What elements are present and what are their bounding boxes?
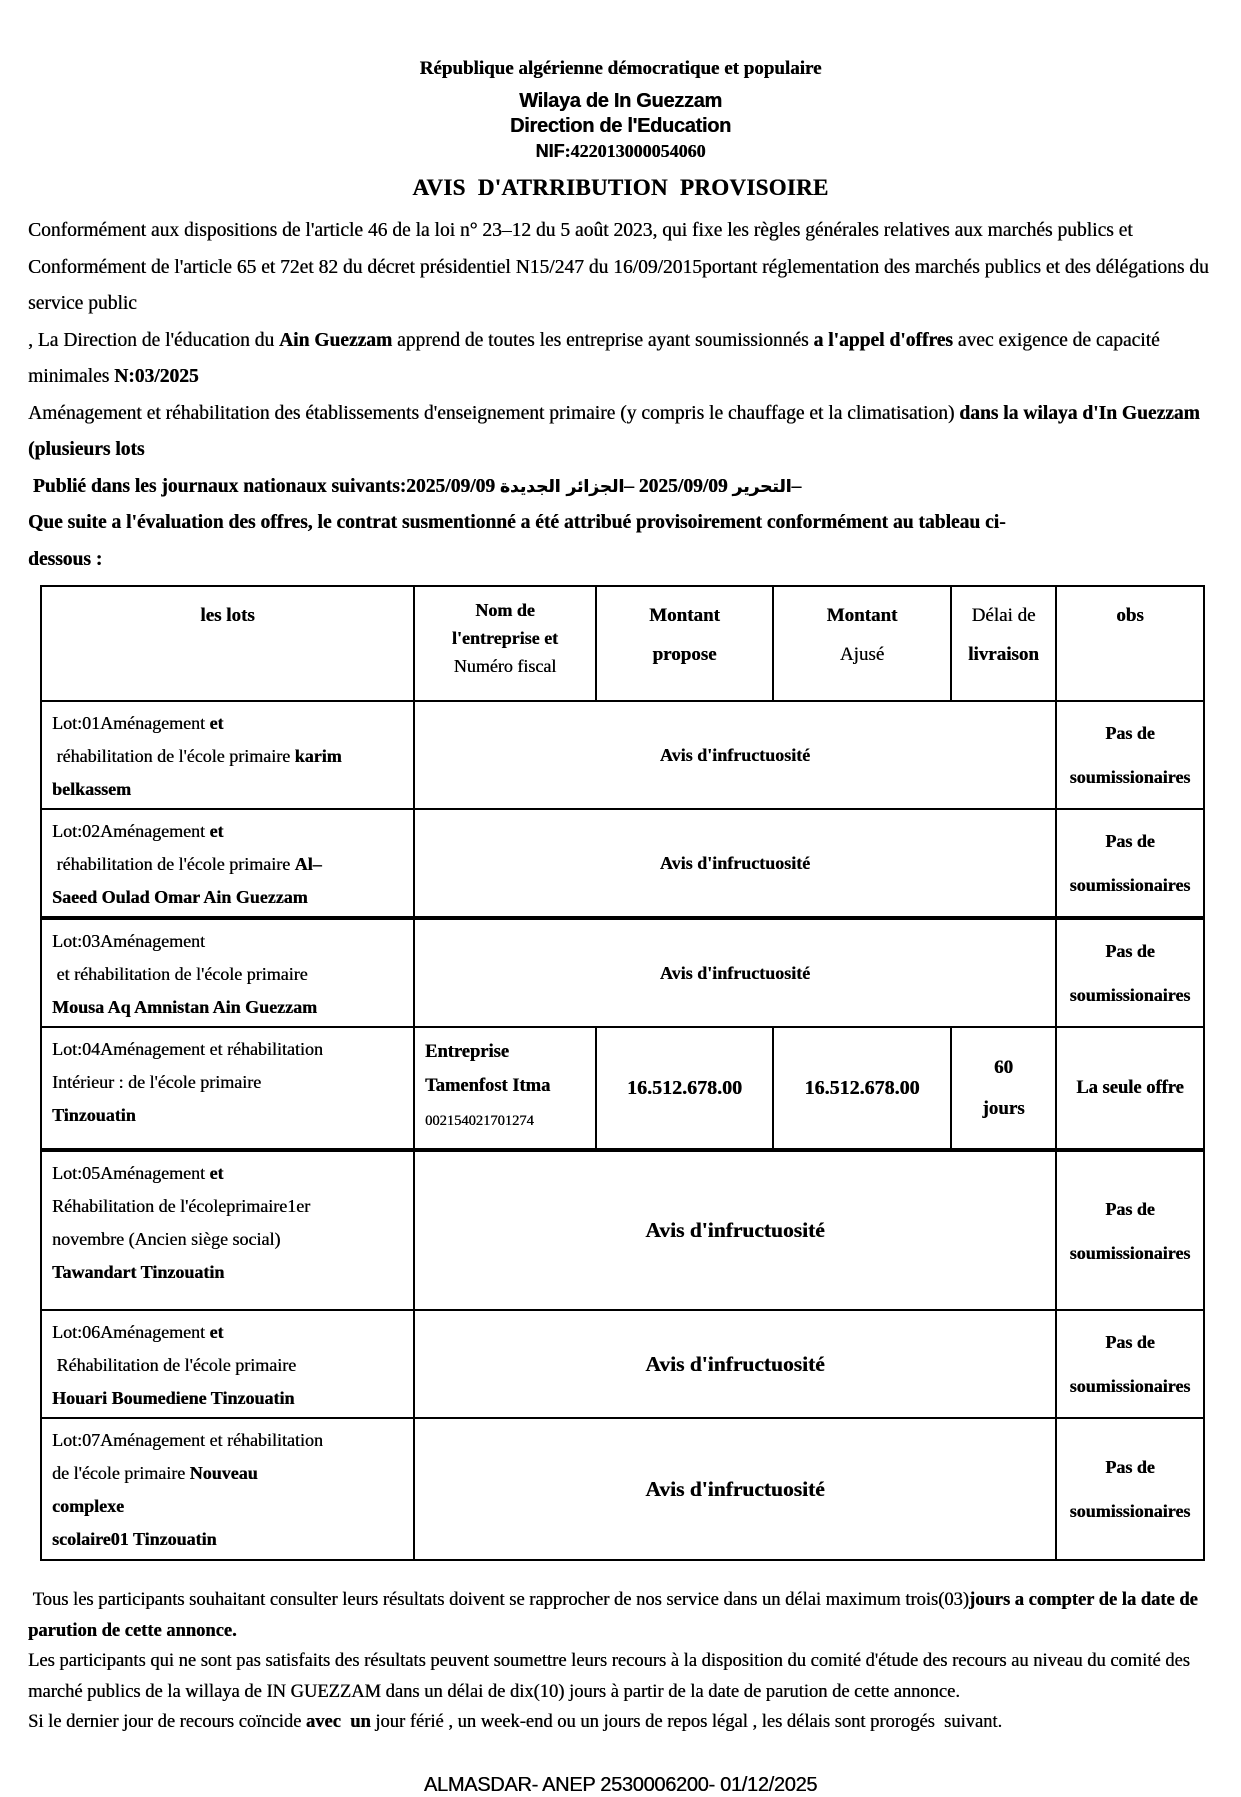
lot-line [52, 1349, 409, 1382]
text-segment: Réhabilitation de l'école primaire [52, 1355, 297, 1375]
table-row [41, 809, 1204, 918]
lot-line [52, 958, 409, 991]
column-header-4 [773, 586, 951, 701]
text-segment: Nom de [475, 600, 535, 620]
lot-line [52, 1033, 409, 1066]
text-segment: Ajusé [839, 644, 885, 665]
obs-cell [1056, 1418, 1204, 1560]
entreprise-line [425, 1069, 591, 1103]
text-segment: et [209, 821, 224, 841]
entreprise-line [425, 1035, 591, 1069]
table-row [41, 1418, 1204, 1560]
text-segment: Délai de [971, 605, 1036, 626]
lot-cell [41, 1027, 414, 1150]
lot-line [52, 1457, 409, 1490]
header-line [597, 596, 772, 635]
note-delais [28, 1707, 1213, 1738]
text-segment: – [791, 475, 802, 497]
text-segment: Houari Boumediene Tinzouatin [52, 1388, 295, 1408]
obs-line: Pas de [1105, 831, 1155, 851]
obs-line: soumissionaires [1069, 985, 1191, 1005]
lot-line [52, 991, 409, 1024]
direction-line: Direction de l'Education [510, 115, 731, 137]
obs-cell [1056, 809, 1204, 918]
header-line [1057, 596, 1203, 635]
text-segment: Tawandart Tinzouatin [52, 1262, 225, 1282]
obs-line: Pas de [1105, 941, 1155, 961]
text-segment: jour férié , un week-end ou un jours de repos légal , les délais sont prorogés suivant. [370, 1712, 1003, 1732]
lot-cell [41, 1150, 414, 1310]
lot-line [52, 1190, 409, 1223]
obs-cell [1056, 1150, 1204, 1310]
text-segment: Nouveau [189, 1463, 258, 1483]
obs-line: Pas de [1105, 723, 1155, 743]
text-segment: les lots [200, 605, 255, 626]
header-line [774, 635, 950, 674]
obs-cell [1056, 701, 1204, 809]
obs-line: Pas de [1105, 1198, 1155, 1219]
text-segment: réhabilitation de l'école primaire [52, 746, 295, 766]
note-consultation [28, 1585, 1213, 1646]
text-segment: Mousa Aq Amnistan Ain Guezzam [52, 997, 318, 1017]
lot-line [52, 1490, 409, 1523]
delai-cell [951, 1027, 1056, 1150]
obs-line: soumissionaires [1069, 1501, 1191, 1521]
text-segment: Intérieur : de l'école primaire [52, 1072, 262, 1092]
text-segment: de l'école primaire [52, 1463, 190, 1483]
header-line [415, 652, 595, 680]
text-segment: livraison [968, 644, 1039, 665]
lot-cell [41, 1418, 414, 1560]
obs-line: soumissionaires [1069, 1376, 1191, 1396]
avis-infructuosite-cell: Avis d'infructuosité [414, 809, 1056, 918]
text-segment: Lot:02Aménagement [52, 821, 210, 841]
text-segment: propose [652, 644, 717, 665]
text-segment: dans la wilaya d'In Guezzam (plusieurs lots [28, 402, 1205, 460]
column-header-2 [414, 586, 596, 701]
table-header-row [41, 586, 1204, 701]
text-segment: Lot:04Aménagement et réhabilitation [52, 1039, 323, 1059]
lot-line [52, 1099, 409, 1132]
text-segment: complexe [52, 1496, 124, 1516]
text-segment: scolaire01 Tinzouatin [52, 1529, 217, 1549]
text-segment: a l'appel d'offres [813, 329, 953, 351]
lot-line [52, 1066, 409, 1099]
text-segment: l'entreprise et [451, 628, 559, 648]
column-header-1 [41, 586, 414, 701]
document-header [0, 0, 1241, 201]
text-segment: Lot:01Aménagement [52, 713, 210, 733]
text-segment: N:03/2025 [114, 366, 199, 387]
avis-infructuosite-cell: Avis d'infructuosité [414, 701, 1056, 809]
text-segment: Lot:07Aménagement et réhabilitation [52, 1430, 323, 1450]
obs-line: Pas de [1105, 1457, 1155, 1477]
text-segment: Tous les participants souhaitant consulter leurs résultats doivent se rapprocher de nos service dans un délai maximum trois(03) [28, 1590, 969, 1610]
paragraph-table-intro [28, 505, 1213, 578]
text-segment: Ain Guezzam [278, 329, 393, 351]
text-segment: , La Direction de l'éducation du [28, 329, 279, 351]
text-segment: Tinzouatin [52, 1105, 136, 1125]
avis-infructuosite-cell: Avis d'infructuosité [414, 1150, 1056, 1310]
lot-cell [41, 701, 414, 809]
montant-ajuse-cell: 16.512.678.00 [773, 1027, 951, 1150]
text-segment: Les participants qui ne sont pas satisfaits des résultats peuvent soumettre leurs recours à la disposition du comité d'étude des recours au niveau du comité des marché publics de la willaya de IN GUEZZAM dans un délai de dix(10) jours à partir de la date de parution de cette annonce. [28, 1651, 1195, 1702]
text-segment: karim [294, 746, 342, 766]
column-header-6 [1056, 586, 1204, 701]
table-row [41, 918, 1204, 1027]
header-line [952, 635, 1055, 674]
text-segment: Publié dans les journaux nationaux suivants:2025/09/09 [28, 475, 500, 497]
page-title: AVIS D'ATRRIBUTION PROVISOIRE [412, 175, 829, 200]
header-line [415, 596, 595, 624]
table-row [41, 1310, 1204, 1418]
delai-line: 60 [994, 1057, 1013, 1078]
column-header-3 [596, 586, 773, 701]
header-line [42, 596, 413, 635]
intro-section [28, 213, 1213, 578]
entreprise-cell [414, 1027, 596, 1150]
text-segment: Réhabilitation de l'écoleprimaire1er [52, 1196, 311, 1216]
text-segment: et [209, 1163, 224, 1183]
avis-infructuosite-cell: Avis d'infructuosité [414, 918, 1056, 1027]
obs-cell [1056, 918, 1204, 1027]
header-line [415, 624, 595, 652]
lot-line [52, 881, 409, 914]
journal-name-arabic: الجزائر الجديدة [499, 476, 625, 497]
text-segment: Lot:06Aménagement [52, 1322, 210, 1342]
header-line [952, 596, 1055, 635]
obs-cell [1056, 1310, 1204, 1418]
lot-line [52, 1223, 409, 1256]
text-segment: dessous : [28, 548, 103, 570]
text-segment: avec exigence de capacité minimales [28, 329, 1165, 387]
paragraph-journals [28, 469, 1213, 506]
header-line [597, 635, 772, 674]
paragraph-project [28, 396, 1213, 469]
text-segment: Que suite a l'évaluation des offres, le contrat susmentionné a été attribué provisoirement conformément au tableau ci- [28, 512, 1006, 533]
nif-value: :422013000054060 [564, 141, 706, 161]
lot-cell [41, 1310, 414, 1418]
table-row [41, 701, 1204, 809]
text-segment: apprend de toutes les entreprise ayant soumissionnés [392, 329, 814, 351]
lot-line [52, 925, 409, 958]
republic-line: République algérienne démocratique et populaire [419, 58, 822, 79]
obs-line: Pas de [1105, 1332, 1155, 1352]
column-header-5 [951, 586, 1056, 701]
text-segment: réhabilitation de l'école primaire [52, 854, 295, 874]
text-segment: Al– [294, 854, 322, 874]
text-segment: Montant [826, 605, 898, 626]
text-segment: Montant [649, 605, 720, 626]
nif-label: NIF [535, 141, 565, 161]
lot-line [52, 1523, 409, 1556]
text-segment: et réhabilitation de l'école primaire [52, 964, 308, 984]
obs-line: soumissionaires [1069, 875, 1191, 895]
text-segment: et [209, 713, 224, 733]
obs-line: soumissionaires [1069, 767, 1191, 787]
avis-infructuosite-cell: Avis d'infructuosité [414, 1310, 1056, 1418]
text-segment: Lot:03Aménagement [52, 931, 205, 951]
lot-line [52, 1157, 409, 1190]
lot-line [52, 815, 409, 848]
lot-line [52, 848, 409, 881]
lot-line [52, 1424, 409, 1457]
footer-anep: ALMASDAR- ANEP 2530006200- 01/12/2025 [423, 1773, 818, 1796]
text-segment: avec un [305, 1712, 371, 1732]
text-segment: Lot:05Aménagement [52, 1163, 210, 1183]
lot-cell [41, 918, 414, 1027]
text-segment: Numéro fiscal [453, 656, 557, 676]
attribution-table [40, 585, 1205, 1561]
note-recours [28, 1646, 1213, 1707]
text-segment: Tamenfost Itma [425, 1076, 551, 1096]
text-segment: novembre (Ancien siège social) [52, 1229, 281, 1249]
text-segment: belkassem [52, 779, 132, 799]
paragraph-direction [28, 323, 1213, 396]
lot-cell [41, 809, 414, 918]
avis-infructuosite-cell: Avis d'infructuosité [414, 1418, 1056, 1560]
lot-line [52, 740, 409, 773]
lot-line [52, 1256, 409, 1289]
text-segment: 002154021701274 [425, 1113, 534, 1129]
lot-line [52, 773, 409, 806]
paragraph-legal-basis [28, 213, 1213, 323]
lot-line [52, 707, 409, 740]
text-segment: Saeed Oulad Omar Ain Guezzam [52, 887, 308, 907]
header-line [774, 596, 950, 635]
lot-line [52, 1316, 409, 1349]
entreprise-line [425, 1103, 591, 1138]
journal-name-arabic: التحرير [732, 476, 792, 497]
delai-line: jours [982, 1098, 1025, 1119]
nif-line [0, 139, 1241, 164]
text-segment: Si le dernier jour de recours coïncide [28, 1712, 306, 1732]
wilaya-line: Wilaya de In Guezzam [519, 90, 722, 112]
table-row [41, 1150, 1204, 1310]
lot-line [52, 1382, 409, 1415]
obs-cell: La seule offre [1056, 1027, 1204, 1150]
text-segment: Aménagement et réhabilitation des établissements d'enseignement primaire (y compris le chauffage et la climatisation) [28, 402, 960, 424]
text-segment: et [209, 1322, 224, 1342]
notes-section [28, 1585, 1213, 1738]
montant-propose-cell: 16.512.678.00 [596, 1027, 773, 1150]
table-row [41, 1027, 1204, 1150]
obs-line: soumissionaires [1069, 1242, 1191, 1263]
text-segment: Conformément aux dispositions de l'article 46 de la loi n° 23–12 du 5 août 2023, qui fixe les règles générales relatives aux marchés publics et Conformément de l'article 65 et 72et 82 du décret présidentiel N15/247 du 16/09/2015portant réglementation des marchés publics et des délégations du service public [28, 220, 1214, 314]
text-segment: obs [1116, 605, 1144, 626]
text-segment: – 2025/09/09 [624, 475, 733, 497]
text-segment: Entreprise [425, 1042, 509, 1062]
text-segment: jours a compter de la date de parution de cette annonce. [28, 1590, 1203, 1641]
